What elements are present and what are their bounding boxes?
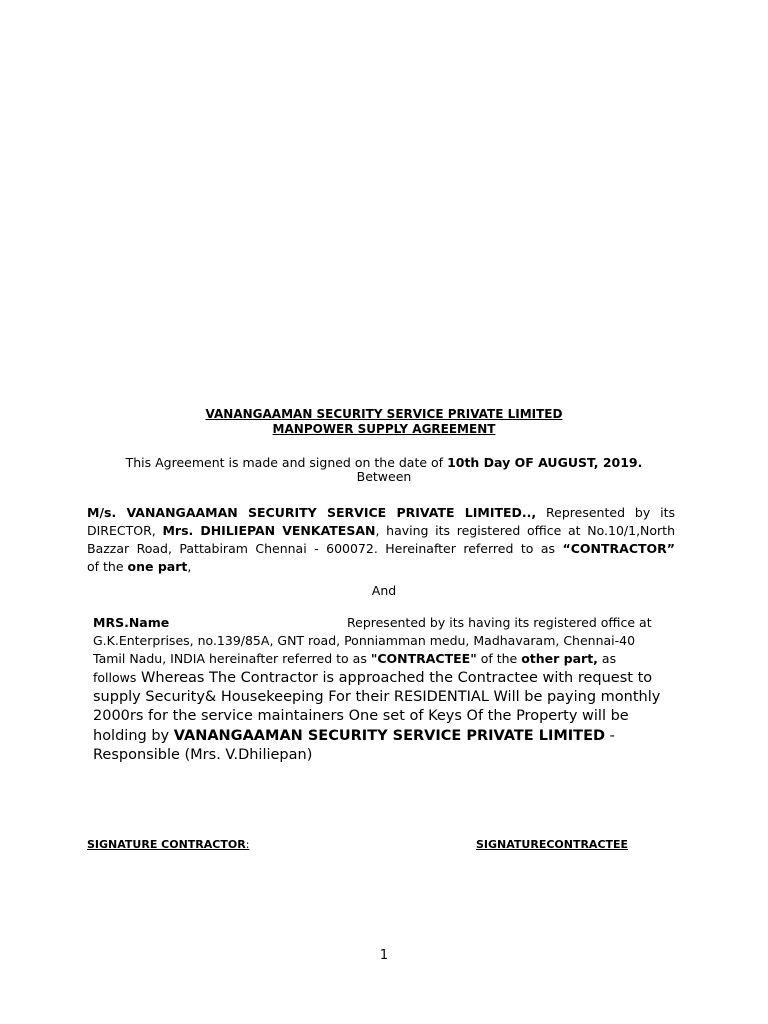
supply-line: supply Security& Housekeeping For their RESIDENTIAL Will be paying monthly <box>93 689 661 705</box>
contractee-country: Tamil Nadu, INDIA hereinafter referred to as <box>93 651 371 666</box>
contractor-represented: Represented by its <box>536 505 675 520</box>
contractor-comma: , <box>187 559 192 574</box>
contractor-paragraph <box>87 504 675 576</box>
whereas-line <box>93 668 673 689</box>
contractee-signature-label: SIGNATURECONTRACTEE <box>476 838 629 851</box>
whereas-text: Whereas The Contractor is approached the Contractee with request to <box>136 670 653 686</box>
holding-line <box>93 727 673 747</box>
contractee-name: MRS.Name <box>93 615 170 630</box>
holding-dash: - <box>605 728 615 744</box>
contractor-signature-colon: : <box>245 838 250 851</box>
director-name: Mrs. DHILIEPAN VENKATESAN <box>162 523 376 538</box>
page-number: 1 <box>379 948 389 963</box>
contractor-role: “CONTRACTOR” <box>562 541 675 556</box>
contractee-address: G.K.Enterprises, no.139/85A, GNT road, Ponniamman medu, Madhavaram, Chennai-40 <box>93 633 636 648</box>
contractor-office: , having its registered office at No.10/1,North <box>375 523 676 538</box>
contractor-signature-line <box>87 838 249 852</box>
contractee-represented: Represented by its having its registered office at <box>347 615 652 630</box>
contractor-line-4 <box>87 558 675 576</box>
contractee-part: other part, <box>521 651 598 666</box>
contractor-part: one part <box>127 559 188 574</box>
payment-line: 2000rs for the service maintainers One set of Keys Of the Property will be <box>93 708 629 724</box>
intro-text: This Agreement is made and signed on the date of <box>125 455 448 470</box>
contractor-line-3 <box>87 540 675 558</box>
contractor-address: Bazzar Road, Pattabiram Chennai - 600072. Hereinafter referred to as <box>87 541 563 556</box>
agreement-date: 10th Day OF AUGUST, 2019. <box>447 455 643 470</box>
contractee-of-the: of the <box>476 651 522 666</box>
and-label: And <box>371 583 397 598</box>
responsible-line: Responsible (Mrs. V.Dhiliepan) <box>93 747 313 763</box>
between-label: Between <box>356 469 412 484</box>
contractor-name: M/s. VANANGAAMAN SECURITY SERVICE PRIVATE LIMITED.., <box>87 505 537 520</box>
agreement-title: MANPOWER SUPPLY AGREEMENT <box>272 422 496 436</box>
contractor-line-1 <box>87 504 675 522</box>
contractor-of-the: of the <box>87 559 128 574</box>
contractee-country-line <box>93 650 673 668</box>
company-title: VANANGAAMAN SECURITY SERVICE PRIVATE LIMITED <box>205 407 563 421</box>
follows-word: follows <box>93 670 137 685</box>
contractee-role: "CONTRACTEE" <box>370 651 477 666</box>
contractor-signature-label: SIGNATURE CONTRACTOR <box>87 838 246 851</box>
holder-name: VANANGAAMAN SECURITY SERVICE PRIVATE LIMITED <box>173 728 606 744</box>
contractor-line-2 <box>87 522 675 540</box>
contractee-as: as <box>597 651 617 666</box>
holding-text: holding by <box>93 728 174 744</box>
director-label: DIRECTOR, <box>87 523 163 538</box>
